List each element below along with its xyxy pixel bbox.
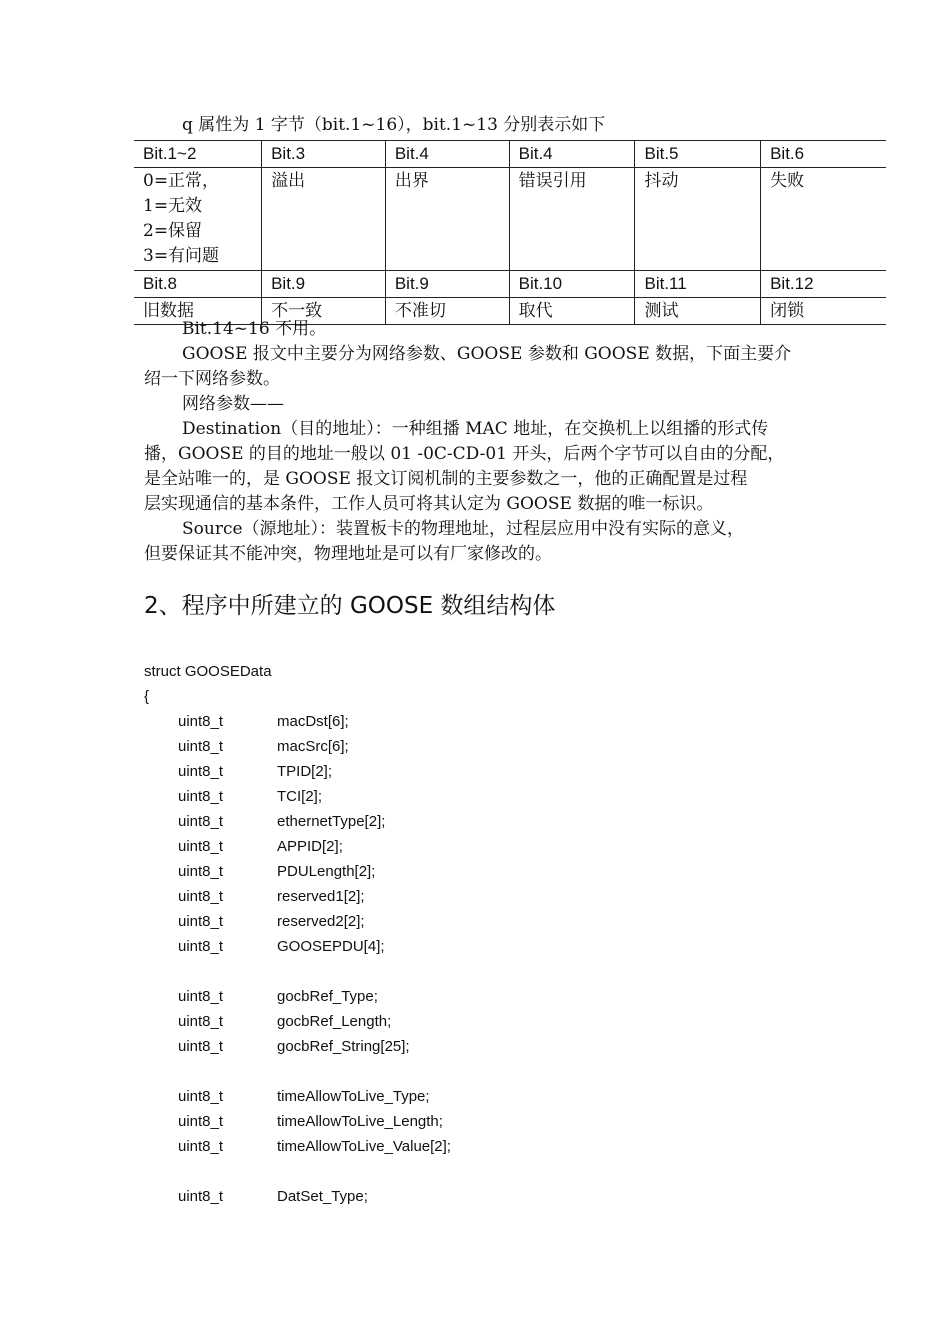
code-field-type: uint8_t	[178, 838, 224, 855]
code-field-name: macDst[6];	[277, 713, 349, 730]
section-heading: 2、程序中所建立的 GOOSE 数组结构体	[144, 593, 556, 619]
table-cell: Bit.6	[761, 141, 886, 168]
table-cell: 溢出	[262, 168, 386, 271]
table-cell: Bit.3	[262, 141, 386, 168]
table-cell: Bit.9	[262, 271, 386, 298]
code-field-type: uint8_t	[178, 863, 224, 880]
code-field-name: reserved2[2];	[277, 913, 365, 930]
code-field-name: APPID[2];	[277, 838, 343, 855]
code-open-brace: {	[144, 688, 150, 705]
code-field-name: gocbRef_Length;	[277, 1013, 392, 1030]
table-cell: Bit.5	[635, 141, 761, 168]
paragraph-line: 是全站唯一的，是 GOOSE 报文订阅机制的主要参数之一，他的正确配置是过程	[144, 469, 748, 489]
cell-line: 1=无效	[143, 196, 203, 216]
code-field-type: uint8_t	[178, 1138, 224, 1155]
paragraph-line: Bit.14~16 不用。	[182, 319, 327, 339]
code-field-name: macSrc[6];	[277, 738, 349, 755]
code-field-type: uint8_t	[178, 763, 224, 780]
code-field-type: uint8_t	[178, 713, 224, 730]
table-cell	[134, 168, 262, 271]
table-row	[134, 141, 886, 168]
table-row	[134, 271, 886, 298]
code-field-type: uint8_t	[178, 913, 224, 930]
paragraph-line: Source（源地址）：装置板卡的物理地址，过程层应用中没有实际的意义，	[182, 519, 745, 539]
cell-line: 0=正常，	[143, 171, 220, 191]
code-field-type: uint8_t	[178, 1188, 224, 1205]
paragraph-line: 播，GOOSE 的目的地址一般以 01 -0C-CD-01 开头，后两个字节可以自由的分配，	[144, 444, 785, 464]
code-field-name: TCI[2];	[277, 788, 323, 805]
cell-line: 3=有问题	[143, 246, 220, 266]
code-field-name: timeAllowToLive_Type;	[277, 1088, 430, 1105]
code-field-type: uint8_t	[178, 888, 224, 905]
cell-line: 2=保留	[143, 221, 203, 241]
table-cell: 不准切	[385, 298, 509, 325]
code-field-name: PDULength[2];	[277, 863, 376, 880]
table-cell: Bit.9	[385, 271, 509, 298]
code-field-type: uint8_t	[178, 1013, 224, 1030]
table-cell: Bit.8	[134, 271, 262, 298]
code-field-name: reserved1[2];	[277, 888, 365, 905]
table-cell: 错误引用	[509, 168, 635, 271]
code-field-type: uint8_t	[178, 1038, 224, 1055]
code-field-name: ethernetType[2];	[277, 813, 386, 830]
code-field-type: uint8_t	[178, 788, 224, 805]
q-attribute-table	[134, 140, 886, 325]
code-field-name: DatSet_Type;	[277, 1188, 368, 1205]
code-field-name: timeAllowToLive_Length;	[277, 1113, 443, 1130]
table-cell: 失败	[761, 168, 886, 271]
table-cell: 闭锁	[761, 298, 886, 325]
table-cell: Bit.4	[509, 141, 635, 168]
paragraph-line: 网络参数——	[182, 394, 284, 414]
intro-line: q 属性为 1 字节（bit.1~16），bit.1~13 分别表示如下	[182, 115, 606, 135]
paragraph-line: 绍一下网络参数。	[144, 369, 280, 389]
table-cell: 抖动	[635, 168, 761, 271]
paragraph-line: 但要保证其不能冲突，物理地址是可以有厂家修改的。	[144, 544, 552, 564]
table-cell: 不一致	[262, 298, 386, 325]
code-field-name: TPID[2];	[277, 763, 333, 780]
code-field-type: uint8_t	[178, 1088, 224, 1105]
code-field-name: GOOSEPDU[4];	[277, 938, 385, 955]
table-cell: 旧数据	[134, 298, 262, 325]
paragraph-line: 层实现通信的基本条件，工作人员可将其认定为 GOOSE 数据的唯一标识。	[144, 494, 714, 514]
table-cell: Bit.11	[635, 271, 761, 298]
table-cell: Bit.12	[761, 271, 886, 298]
code-field-type: uint8_t	[178, 813, 224, 830]
code-field-type: uint8_t	[178, 738, 224, 755]
table-cell: Bit.1~2	[134, 141, 262, 168]
table-cell: 取代	[509, 298, 635, 325]
table-cell: Bit.10	[509, 271, 635, 298]
paragraph-line: GOOSE 报文中主要分为网络参数、GOOSE 参数和 GOOSE 数据，下面主要介	[182, 344, 792, 364]
code-field-type: uint8_t	[178, 938, 224, 955]
table-cell: 测试	[635, 298, 761, 325]
code-field-name: gocbRef_String[25];	[277, 1038, 410, 1055]
code-field-name: gocbRef_Type;	[277, 988, 378, 1005]
code-field-type: uint8_t	[178, 988, 224, 1005]
table-row	[134, 168, 886, 271]
code-field-name: timeAllowToLive_Value[2];	[277, 1138, 451, 1155]
code-field-type: uint8_t	[178, 1113, 224, 1130]
code-struct-decl: struct GOOSEData	[144, 663, 272, 680]
table-cell: Bit.4	[385, 141, 509, 168]
table-cell: 出界	[385, 168, 509, 271]
paragraph-line: Destination（目的地址）：一种组播 MAC 地址，在交换机上以组播的形式传	[182, 419, 769, 439]
